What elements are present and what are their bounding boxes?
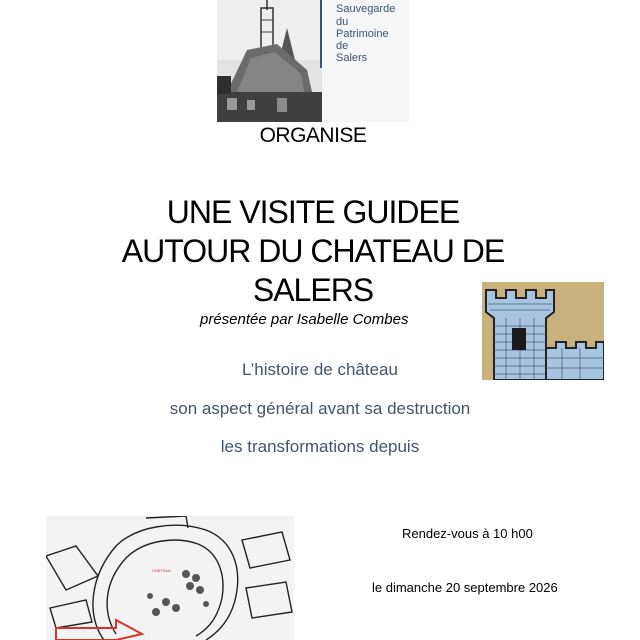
topic-item: les transformations depuis: [220, 437, 420, 456]
association-name-line: Sauvegarde: [336, 3, 396, 15]
map-label: CHATEAU: [152, 568, 171, 573]
event-title-line: UNE VISITE GUIDEE: [166, 194, 460, 230]
bell-tower-photo: [217, 0, 322, 122]
organise-heading: ORGANISE: [259, 124, 367, 147]
topic-item: L’histoire de château: [242, 360, 398, 379]
event-title-line: SALERS: [252, 272, 374, 308]
association-logo: [217, 0, 409, 122]
association-name-line: de: [336, 40, 349, 52]
chateau-map: [46, 516, 294, 640]
event-date: le dimanche 20 septembre 2026: [372, 580, 558, 595]
association-name-line: Patrimoine: [336, 28, 389, 40]
logo-divider: [320, 0, 322, 68]
association-name-line: Salers: [336, 52, 368, 64]
meeting-time: Rendez-vous à 10 h00: [402, 526, 533, 541]
event-title-line: AUTOUR DU CHATEAU DE: [121, 233, 505, 269]
presenter-line: présentée par Isabelle Combes: [200, 311, 409, 328]
topic-item: son aspect général avant sa destruction: [169, 399, 471, 418]
association-name-line: du: [336, 16, 349, 28]
